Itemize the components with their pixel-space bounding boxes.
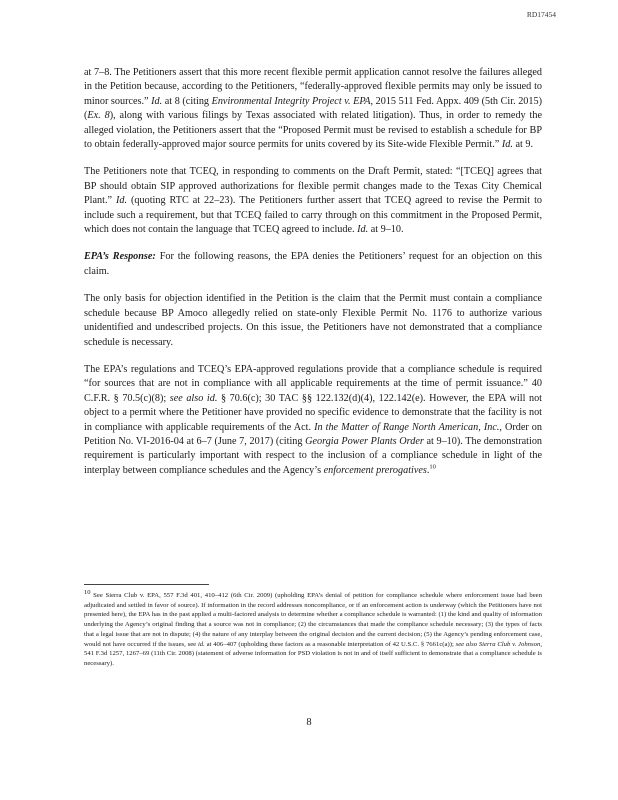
text-run: See Sierra Club v. EPA, 557 F.3d 401, 410–412 (6th Cir. 2009) (upholding EPA’s denial of petition for compliance schedule where enforcement issue had been adjudicated and settled in favor of source). If information in the record addresses noncompliance, or if an enforcement action is underway (which the Petitioners have not presented here), the EPA has in the past applied a multi-factored analysis to determine whether a compliance schedule is warranted: (1) the kind and quality of information underlying the Agency’s original finding that a source was not in compliance; (2) the circumstances that made the compliance schedule necessary; (3) the types of facts that a legal issue that are not in dispute; (4) the nature of any interplay between the original decision and the current decision; (5) the Agency’s pending enforcement case, would not have occurred if the issues, see [84,592,542,648]
text-run: For the following reasons, the EPA denies the Petitioners’ request for an objection on this claim. [84,251,543,277]
paragraph-epa-response [84,250,542,279]
paragraph-tceq-response [84,165,542,237]
footnote-number: 10 [84,588,91,596]
citation-id: Id. [116,195,128,207]
emphasis: enforcement prerogatives [323,464,427,476]
citation-id: Id. [151,95,163,107]
citation-id: Id. [357,224,369,236]
text-run: at 9–10. [368,224,404,236]
page-number: 8 [306,717,312,728]
paragraph-petitioner-assertions [84,66,542,152]
citation-id: id. [197,640,205,648]
case-name: see also Sierra Club v. Johnson [455,640,541,648]
text-run: § 70.6(c); 30 TAC §§ 122.132(d)(4), 122.142(e). However, the EPA will not object to a permit where the Petitioner have provided no specific evidence to demonstrate that the facility is not in compliance with applicable requirements of the Act. [84,392,542,433]
epa-response-heading: EPA’s Response: [84,251,156,263]
citation-id: Id. [501,139,513,151]
case-name: Georgia Power Plants Order [305,435,424,447]
text-run: The Petitioners note that TCEQ, in responding to comments on the Draft Permit, stated: “[TCEQ] agrees that BP should obtain SIP approved authorizations for flexible permit changes made to the Texas City Chemical Plant.” [84,166,542,207]
text-run: at 406–407 (upholding these factors as a reasonable interpretation of 42 U.S.C. § 7661c(a)); [204,640,456,648]
footnote-separator [84,584,209,585]
citation-id: see also id. [169,392,218,404]
footnote-marker: 10 [429,463,436,471]
text-run: , Order on Petition No. VI-2016-04 at 6–7 (June 7, 2017) (citing [84,421,542,447]
footnote [84,588,542,669]
text-run: ), along with various filings by Texas associated with related litigation). Thus, in order to remedy the alleged violation, the Petitioners assert that the “Proposed Permit must be revised to establish a schedule for BP to obtain federally-approved major source permits for units covered by its Site-wide Flexible Permit.” [84,110,542,151]
text-run: at 9–10). The demonstration requirement is particularly important with respect to the inclusion of a compliance schedule in light of the interplay between compliance schedules and the Agency’s [84,435,543,476]
text-run: (quoting RTC at 22–23). The Petitioners further assert that TCEQ agreed to revise the Permit to include such a requirement, but that TCEQ failed to carry through on this commitment in the Proposed Permit, which does not contain the language that TCEQ agreed to include. [84,195,542,236]
text-run: at 9. [512,139,533,151]
text-run: , 2015 511 Fed. Appx. 409 (5th Cir. 2015) ( [84,95,542,122]
document-id: RD17454 [526,10,556,19]
text-run: . [426,464,430,476]
text-run: , 541 F.3d 1257, 1267–69 (11th Cir. 2008) (statement of adverse information for PSD violation is not in and of itself sufficient to demonstrate that a compliance schedule is necessary). [84,640,542,667]
case-name: In the Matter of Range North American, Inc. [314,421,500,433]
case-name: Environmental Integrity Project v. EPA [211,95,371,107]
text-run: at 8 (citing [162,95,212,107]
text-run: The EPA’s regulations and TCEQ’s EPA-approved regulations provide that a compliance schedule is required “for sources that are not in compliance with all applicable requirements at the time of permit issuance.” 40 C.F.R. § 70.5(c)(8); [84,363,542,404]
paragraph-compliance-schedule [84,363,542,478]
exhibit-ref: Ex. 8 [87,110,110,122]
document-body [84,66,542,491]
text-run: at 7–8. The Petitioners assert that this more recent flexible permit application cannot resolve the failures alleged in the Petition because, according to the Petitioners, “federally-approved flexible permits may only be issued to minor sources.” [84,67,542,107]
paragraph-basis-for-objection: The only basis for objection identified in the Petition is the claim that the Permit must contain a compliance schedule because BP Amoco allegedly relied on state-only Flexible Permit No. 1176 to authorize various unidentified and undescribed projects. On this issue, the Petitioners have not demonstrated that a compliance schedule is necessary. [84,293,542,348]
